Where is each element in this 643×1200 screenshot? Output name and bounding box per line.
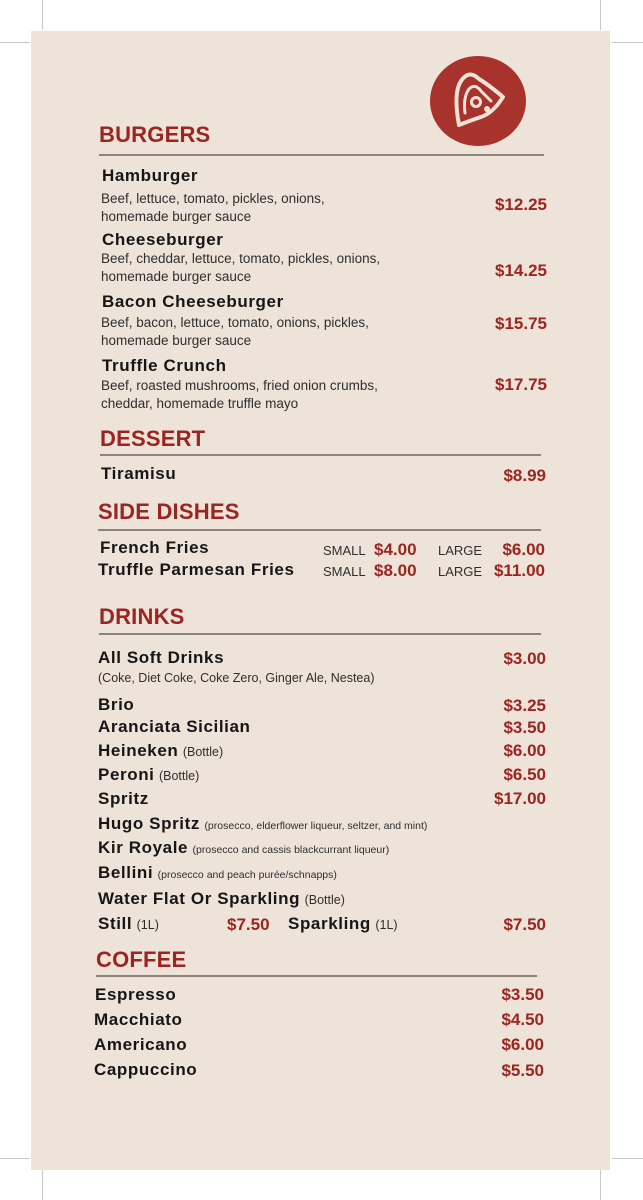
menu-item-name: Tiramisu	[101, 464, 177, 483]
pizza-slice-icon	[429, 55, 527, 147]
size-label-small: SMALL	[323, 543, 366, 558]
menu-item-price: $17.00	[494, 789, 546, 808]
menu-item-name: Truffle Parmesan Fries	[98, 560, 295, 579]
menu-item-name: Macchiato	[94, 1010, 183, 1029]
menu-item-description: Beef, lettuce, tomato, pickles, onions, homemade burger sauce	[101, 191, 325, 224]
menu-item-note: (Bottle)	[158, 769, 200, 783]
menu-item-note: (prosecco and peach purée/schnapps)	[157, 869, 337, 881]
menu-item-price-small: $8.00	[374, 561, 417, 580]
menu-item-description: Beef, roasted mushrooms, fried onion crumbs, cheddar, homemade truffle mayo	[101, 378, 378, 411]
water-still	[98, 914, 159, 934]
menu-item	[98, 889, 345, 909]
section-title-dessert: DESSERT	[100, 426, 206, 451]
menu-item-name: Aranciata Sicilian	[98, 717, 251, 736]
menu-item-price: $14.25	[495, 261, 547, 280]
crop-mark	[600, 1170, 601, 1200]
size-label-small: SMALL	[323, 564, 366, 579]
menu-item-name: Bacon Cheeseburger	[102, 292, 284, 311]
menu-item-price-large: $11.00	[493, 561, 545, 580]
section-divider	[99, 154, 544, 156]
menu-item-name: French Fries	[100, 538, 210, 557]
menu-item-name: Kir Royale	[98, 838, 189, 857]
menu-item-price: $4.50	[501, 1010, 544, 1029]
menu-item-price: $3.00	[503, 649, 546, 668]
menu-item-price: $3.50	[503, 718, 546, 737]
water-sparkling	[288, 914, 398, 934]
section-title-coffee: COFFEE	[96, 947, 187, 972]
menu-item-name: Brio	[98, 695, 135, 714]
crop-mark	[42, 1170, 43, 1200]
menu-item-name: Espresso	[95, 985, 177, 1004]
menu-item-price: $12.25	[495, 195, 547, 214]
menu-item-price-large: $6.00	[502, 540, 545, 559]
menu-item-price: $6.00	[503, 741, 546, 760]
menu-item-description: Beef, bacon, lettuce, tomato, onions, pickles, homemade burger sauce	[101, 315, 369, 348]
menu-item	[98, 838, 389, 858]
menu-item	[98, 765, 199, 785]
section-divider	[99, 633, 541, 635]
menu-item-note: (prosecco, elderflower liqueur, seltzer, and mint)	[204, 820, 428, 832]
menu-item-price-small: $4.00	[374, 540, 417, 559]
menu-item-price: $3.50	[501, 985, 544, 1004]
water-still-size: (1L)	[136, 918, 159, 932]
menu-item-price: $5.50	[501, 1061, 544, 1080]
crop-mark	[600, 0, 601, 30]
menu-item-price: $3.25	[503, 696, 546, 715]
menu-item-description: Beef, cheddar, lettuce, tomato, pickles, onions, homemade burger sauce	[101, 251, 381, 284]
section-divider	[98, 529, 541, 531]
menu-item-name: Hamburger	[102, 166, 199, 185]
menu-item-note: (prosecco and cassis blackcurrant liqueur)	[192, 844, 390, 856]
crop-mark	[612, 1158, 643, 1159]
menu-item-note: (Bottle)	[182, 745, 224, 759]
menu-item	[98, 741, 223, 761]
menu-item-name: Truffle Crunch	[102, 356, 227, 375]
menu-item-price: $17.75	[495, 375, 547, 394]
section-divider	[96, 975, 537, 977]
menu-item-note: (Coke, Diet Coke, Coke Zero, Ginger Ale, Nestea)	[98, 671, 375, 685]
menu-item-note: (Bottle)	[304, 893, 345, 907]
section-title-burgers: BURGERS	[99, 122, 211, 147]
crop-mark	[42, 0, 43, 30]
water-sparkling-price: $7.50	[503, 915, 546, 934]
size-label-large: LARGE	[438, 543, 483, 558]
water-still-price: $7.50	[227, 915, 270, 934]
menu-item-name: Cappuccino	[94, 1060, 198, 1079]
water-sparkling-size: (1L)	[375, 918, 398, 932]
crop-mark	[0, 1158, 30, 1159]
crop-mark	[612, 42, 643, 43]
menu-item-name: Bellini	[98, 863, 154, 882]
menu-item-name: Heineken	[98, 741, 179, 760]
menu-item-name: Peroni	[98, 765, 155, 784]
crop-mark	[0, 42, 30, 43]
section-divider	[100, 454, 541, 456]
menu-item-name: All Soft Drinks	[98, 648, 225, 667]
menu-item-name: Spritz	[98, 789, 149, 808]
menu-item	[98, 863, 337, 883]
section-title-side-dishes: SIDE DISHES	[98, 499, 240, 524]
water-still-label: Still	[98, 914, 133, 933]
menu-item-name: Cheeseburger	[102, 230, 224, 249]
menu-item-price: $8.99	[503, 466, 546, 485]
water-sparkling-label: Sparkling	[288, 914, 371, 933]
section-title-drinks: DRINKS	[99, 604, 185, 629]
menu-item-price: $6.50	[503, 765, 546, 784]
menu-item	[98, 814, 427, 834]
menu-item-price: $15.75	[495, 314, 547, 333]
size-label-large: LARGE	[438, 564, 483, 579]
menu-item-name: Americano	[94, 1035, 188, 1054]
menu-item-name: Water Flat Or Sparkling	[98, 889, 301, 908]
menu-item-name: Hugo Spritz	[98, 814, 200, 833]
menu-item-price: $6.00	[501, 1035, 544, 1054]
